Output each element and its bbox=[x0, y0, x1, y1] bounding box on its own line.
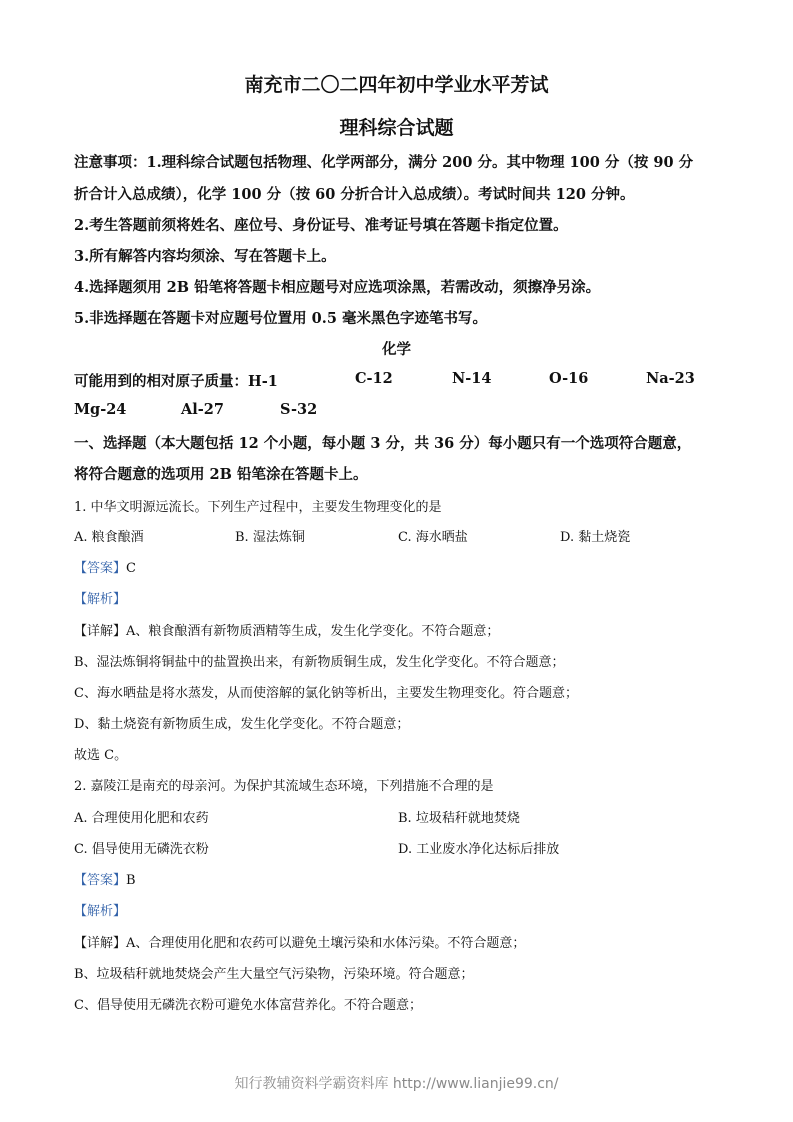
question-stem: 2. 嘉陵江是南充的母亲河。为保护其流域生态环境，下列措施不合理的是 bbox=[74, 779, 494, 794]
atomic-mass-item: O-16 bbox=[549, 370, 589, 387]
answer-line bbox=[74, 869, 136, 888]
notes-line-4: 3.所有解答内容均须涂、写在答题卡上。 bbox=[74, 248, 336, 265]
answer-value: C bbox=[126, 561, 136, 576]
option-d: D. 黏土烧瓷 bbox=[560, 530, 631, 545]
detail-tag: 【详解】 bbox=[74, 624, 127, 639]
answer-tag: 【答案】 bbox=[74, 561, 127, 576]
detail-line: C、倡导使用无磷洗衣粉可避免水体富营养化。不符合题意； bbox=[74, 998, 422, 1013]
atomic-mass-item: C-12 bbox=[355, 370, 393, 387]
detail-line: 故选 C。 bbox=[74, 748, 128, 763]
section-title: 化学 bbox=[382, 341, 411, 358]
detail-line: B、湿法炼铜将铜盐中的盐置换出来，有新物质铜生成，发生化学变化。不符合题意； bbox=[74, 655, 565, 670]
detail-line: D、黏土烧瓷有新物质生成，发生化学变化。不符合题意； bbox=[74, 717, 410, 732]
answer-tag: 【答案】 bbox=[74, 873, 127, 888]
atomic-mass-item: Na-23 bbox=[646, 370, 695, 387]
atomic-mass-item: N-14 bbox=[452, 370, 492, 387]
part-heading-line-1: 一、选择题（本大题包括 12 个小题，每小题 3 分，共 36 分）每小题只有一个选项符合题意， bbox=[74, 435, 692, 452]
question-stem: 1. 中华文明源远流长。下列生产过程中，主要发生物理变化的是 bbox=[74, 500, 442, 515]
detail-tag: 【详解】 bbox=[74, 936, 127, 951]
detail-line bbox=[74, 932, 525, 951]
atomic-mass-label: 可能用到的相对原子质量：H-1 bbox=[74, 373, 278, 390]
atomic-mass-item: S-32 bbox=[280, 401, 318, 418]
detail-line: B、垃圾秸秆就地焚烧会产生大量空气污染物，污染环境。符合题意； bbox=[74, 967, 474, 982]
atomic-mass-item: Mg-24 bbox=[74, 401, 127, 418]
atomic-mass-item: Al-27 bbox=[181, 401, 224, 418]
part-heading-line-2: 将符合题意的选项用 2B 铅笔涂在答题卡上。 bbox=[74, 466, 368, 483]
notes-line-1: 注意事项：1.理科综合试题包括物理、化学两部分，满分 200 分。其中物理 100 分（按 90 分 bbox=[74, 154, 694, 171]
detail-text: A、粮食酿酒有新物质酒精等生成，发生化学变化。不符合题意； bbox=[126, 624, 500, 639]
analysis-tag: 【解析】 bbox=[74, 904, 127, 919]
page-subtitle: 理科综合试题 bbox=[339, 117, 454, 139]
notes-line-2: 折合计入总成绩），化学 100 分（按 60 分折合计入总成绩）。考试时间共 120 分钟。 bbox=[74, 186, 635, 203]
option-b: B. 垃圾秸秆就地焚烧 bbox=[398, 811, 520, 826]
option-a: A. 粮食酿酒 bbox=[74, 530, 144, 545]
analysis-tag: 【解析】 bbox=[74, 592, 127, 607]
answer-line bbox=[74, 557, 136, 576]
notes-line-6: 5.非选择题在答题卡对应题号位置用 0.5 毫米黑色字迹笔书写。 bbox=[74, 310, 487, 327]
notes-line-5: 4.选择题须用 2B 铅笔将答题卡相应题号对应选项涂黑，若需改动，须擦净另涂。 bbox=[74, 279, 601, 296]
option-d: D. 工业废水净化达标后排放 bbox=[398, 842, 560, 857]
option-a: A. 合理使用化肥和农药 bbox=[74, 811, 209, 826]
detail-text: A、合理使用化肥和农药可以避免土壤污染和水体污染。不符合题意； bbox=[126, 936, 526, 951]
option-c: C. 海水晒盐 bbox=[398, 530, 468, 545]
option-c: C. 倡导使用无磷洗衣粉 bbox=[74, 842, 209, 857]
option-b: B. 湿法炼铜 bbox=[235, 530, 305, 545]
watermark-footer: 知行教辅资料学霸资料库 http://www.lianjie99.cn/ bbox=[234, 1076, 559, 1092]
detail-line bbox=[74, 620, 499, 639]
notes-line-3: 2.考生答题前须将姓名、座位号、身份证号、准考证号填在答题卡指定位置。 bbox=[74, 217, 568, 234]
page-title: 南充市二〇二四年初中学业水平芳试 bbox=[244, 74, 549, 96]
answer-value: B bbox=[126, 873, 136, 888]
detail-line: C、海水晒盐是将水蒸发，从而使溶解的氯化钠等析出，主要发生物理变化。符合题意； bbox=[74, 686, 578, 701]
